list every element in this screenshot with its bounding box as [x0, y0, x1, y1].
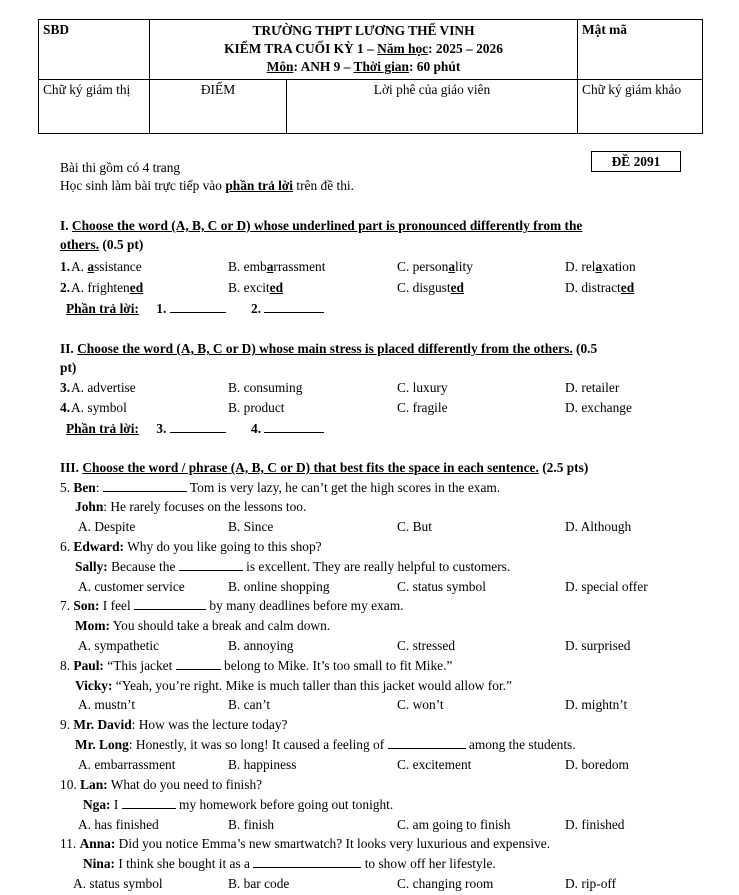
q9-blank[interactable]	[388, 748, 466, 749]
q11-option-b: B. bar code	[228, 876, 290, 891]
answer-blank-2[interactable]	[264, 312, 324, 313]
q10-option-c: C. am going to finish	[397, 817, 511, 832]
q8-line2: Vicky: “Yeah, you’re right. Mike is much taller than this jacket would allow for.”	[75, 678, 512, 693]
q6-line1: 6. Edward: Why do you like going to this shop?	[60, 539, 322, 554]
pages-note: Bài thi gồm có 4 trang	[60, 160, 181, 175]
instruction-line: Học sinh làm bài trực tiếp vào phần trả lời trên đề thi.	[60, 178, 354, 193]
q7-option-c: C. stressed	[397, 638, 456, 653]
sbd-cell	[39, 20, 150, 80]
q6-line2: Sally: Because the is excellent. They are really helpful to customers.	[75, 559, 511, 574]
q10-line1: 10. Lan: What do you need to finish?	[60, 777, 263, 792]
section2-answer-row: Phần trả lời: 3. 4.	[66, 421, 324, 437]
q9-option-d: D. boredom	[565, 757, 629, 772]
q9-line1: 9. Mr. David: How was the lecture today?	[60, 717, 288, 732]
q7-option-d: D. surprised	[565, 638, 631, 653]
q6-blank[interactable]	[179, 570, 243, 571]
section3-title: III. Choose the word / phrase (A, B, C or D) that best fits the space in each sentence. (2.5 pts)	[60, 460, 589, 475]
q7-line1: 7. Son: I feel by many deadlines before my exam.	[60, 598, 404, 613]
q5-option-d: D. Although	[565, 519, 632, 534]
q10-line2: Nga: I my homework before going out tonight.	[83, 797, 394, 812]
section1-title: I. Choose the word (A, B, C or D) whose underlined part is pronounced differently from the	[60, 218, 583, 233]
exam-code-box: ĐỀ 2091	[591, 151, 681, 172]
answer-blank-3[interactable]	[170, 432, 226, 433]
q11-option-a: A. status symbol	[73, 876, 163, 891]
sbd-label: SBD	[43, 22, 70, 37]
q1-option-c: C. personality	[397, 259, 473, 274]
q11-option-c: C. changing room	[397, 876, 494, 891]
q7-blank[interactable]	[134, 609, 206, 610]
teacher-comment-label: Lời phê của giáo viên	[373, 82, 491, 97]
q6-option-b: B. online shopping	[228, 579, 330, 594]
q3-option-c: C. luxury	[397, 380, 448, 395]
q5-line2: John: He rarely focuses on the lessons too.	[75, 499, 307, 514]
answer-blank-4[interactable]	[264, 432, 324, 433]
q8-option-d: D. mightn’t	[565, 697, 628, 712]
exam-title: KIỂM TRA CUỐI KỲ 1 – Năm học: 2025 – 2026	[224, 41, 503, 56]
q3-option-d: D. retailer	[565, 380, 620, 395]
q5-line1: 5. Ben: Tom is very lazy, he can’t get the high scores in the exam.	[60, 480, 501, 495]
q8-blank[interactable]	[176, 669, 221, 670]
proctor-signature-label: Chữ ký giám thị	[43, 82, 131, 97]
q9-option-b: B. happiness	[228, 757, 297, 772]
exam-header-table	[38, 19, 703, 134]
q4-option-c: C. fragile	[397, 400, 448, 415]
q9-option-a: A. embarrassment	[78, 757, 176, 772]
answer-blank-1[interactable]	[170, 312, 226, 313]
q8-option-a: A. mustn’t	[78, 697, 136, 712]
q11-option-d: D. rip-off	[565, 876, 617, 891]
q5-blank[interactable]	[103, 491, 187, 492]
q4-option-b: B. product	[228, 400, 285, 415]
q5-option-c: C. But	[397, 519, 432, 534]
q7-line2: Mom: You should take a break and calm down.	[75, 618, 331, 633]
q1-option-b: B. embarrassment	[228, 259, 326, 274]
q7-option-b: B. annoying	[228, 638, 294, 653]
secret-code-label: Mật mã	[582, 22, 628, 37]
q3-option-a: A. advertise	[71, 380, 136, 395]
school-name: TRƯỜNG THPT LƯƠNG THẾ VINH	[252, 23, 475, 38]
q2-option-a: A. frightened	[71, 280, 144, 295]
q10-option-b: B. finish	[228, 817, 275, 832]
q2-option-d: D. distracted	[565, 280, 635, 295]
examiner-signature-label: Chữ ký giám khảo	[582, 82, 682, 97]
q6-option-a: A. customer service	[78, 579, 185, 594]
q9-line2: Mr. Long: Honestly, it was so long! It caused a feeling of among the students.	[75, 737, 576, 752]
q6-option-c: C. status symbol	[397, 579, 486, 594]
q7-option-a: A. sympathetic	[78, 638, 160, 653]
section2-title-cont: pt)	[60, 360, 77, 375]
section1-answer-row: Phần trả lời: 1. 2.	[66, 301, 324, 317]
q5-option-a: A. Despite	[78, 519, 136, 534]
secret-code-cell	[578, 20, 703, 80]
q11-blank[interactable]	[253, 867, 361, 868]
q1-option-d: D. relaxation	[565, 259, 636, 274]
q10-blank[interactable]	[122, 808, 176, 809]
q2-option-c: C. disgusted	[397, 280, 464, 295]
q4-option-a: A. symbol	[71, 400, 127, 415]
q10-option-d: D. finished	[565, 817, 625, 832]
q5-option-b: B. Since	[228, 519, 274, 534]
q1-option-a: A. assistance	[71, 259, 142, 274]
q11-line2: Nina: I think she bought it as a to show off her lifestyle.	[83, 856, 496, 871]
q9-option-c: C. excitement	[397, 757, 472, 772]
q10-option-a: A. has finished	[78, 817, 159, 832]
examiner-signature-cell	[578, 80, 703, 134]
q8-line1: 8. Paul: “This jacket belong to Mike. It’s too small to fit Mike.”	[60, 658, 453, 673]
q6-option-d: D. special offer	[565, 579, 648, 594]
q2-option-b: B. excited	[228, 280, 284, 295]
q11-line1: 11. Anna: Did you notice Emma’s new smartwatch? It looks very luxurious and expensive.	[60, 836, 551, 851]
subject-time: Môn: ANH 9 – Thời gian: 60 phút	[266, 59, 461, 74]
section2-title: II. Choose the word (A, B, C or D) whose main stress is placed differently from the others. (0.5	[60, 341, 598, 356]
q8-option-c: C. won’t	[397, 697, 444, 712]
q4-option-d: D. exchange	[565, 400, 632, 415]
score-cell	[150, 80, 287, 134]
q3-option-b: B. consuming	[228, 380, 303, 395]
section1-title-cont: others. (0.5 pt)	[60, 237, 144, 252]
exam-title-cell	[150, 20, 578, 80]
q8-option-b: B. can’t	[228, 697, 271, 712]
teacher-comment-cell	[287, 80, 578, 134]
proctor-signature-cell	[39, 80, 150, 134]
score-label: ĐIỂM	[200, 82, 236, 97]
